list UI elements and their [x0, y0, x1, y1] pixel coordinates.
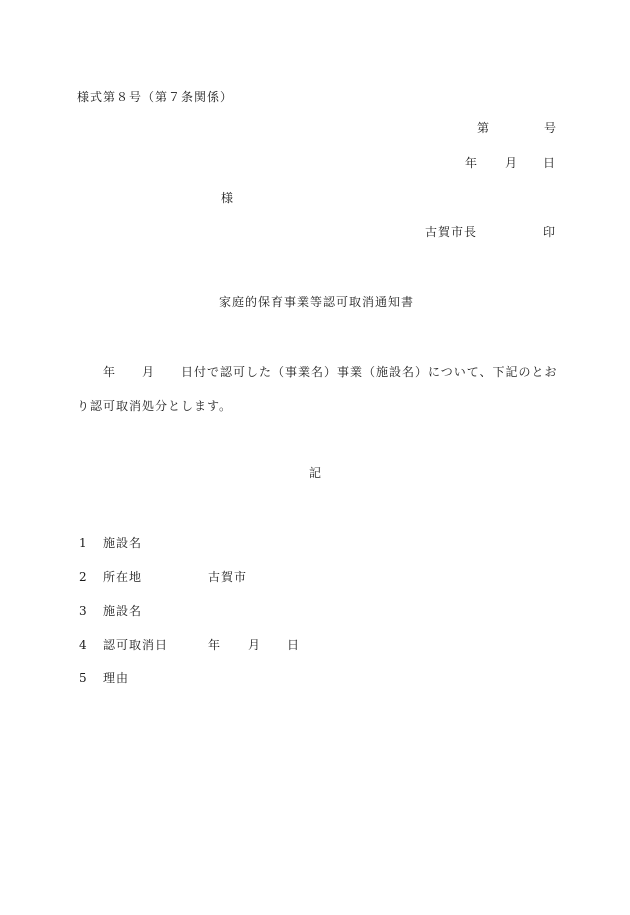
- body-line-1: 日付で認可した（事業名）事業（施設名）について、下記のとお: [181, 365, 558, 379]
- item-label-facility: 施設名: [103, 604, 143, 618]
- ki-heading: 記: [309, 466, 323, 480]
- item-label-reason: 理由: [103, 671, 130, 685]
- issue-date-day: 日: [543, 156, 557, 170]
- body-line-2: り認可取消処分とします。: [77, 399, 233, 413]
- doc-number-prefix: 第: [477, 121, 491, 135]
- body-year: 年: [103, 365, 117, 379]
- revocation-day: 日: [287, 638, 301, 652]
- issue-date-month: 月: [505, 156, 519, 170]
- addressee-suffix: 様: [221, 191, 235, 205]
- document-title: 家庭的保育事業等認可取消通知書: [219, 295, 415, 309]
- item-number: 2: [79, 570, 88, 584]
- body-month: 月: [142, 365, 156, 379]
- seal-mark: 印: [543, 225, 557, 239]
- doc-number-suffix: 号: [544, 121, 558, 135]
- item-value-location: 古賀市: [208, 570, 248, 584]
- item-label-revocation-date: 認可取消日: [103, 638, 169, 652]
- item-number: 4: [79, 638, 88, 652]
- revocation-year: 年: [208, 638, 222, 652]
- form-reference: 様式第８号（第７条関係）: [77, 90, 234, 104]
- issuer-name: 古賀市長: [425, 225, 478, 239]
- item-label-facility: 施設名: [103, 536, 143, 550]
- issue-date-year: 年: [465, 156, 479, 170]
- item-number: 3: [79, 604, 88, 618]
- revocation-month: 月: [248, 638, 262, 652]
- item-label-location: 所在地: [103, 570, 143, 584]
- item-number: 1: [79, 536, 88, 550]
- item-number: 5: [79, 671, 88, 685]
